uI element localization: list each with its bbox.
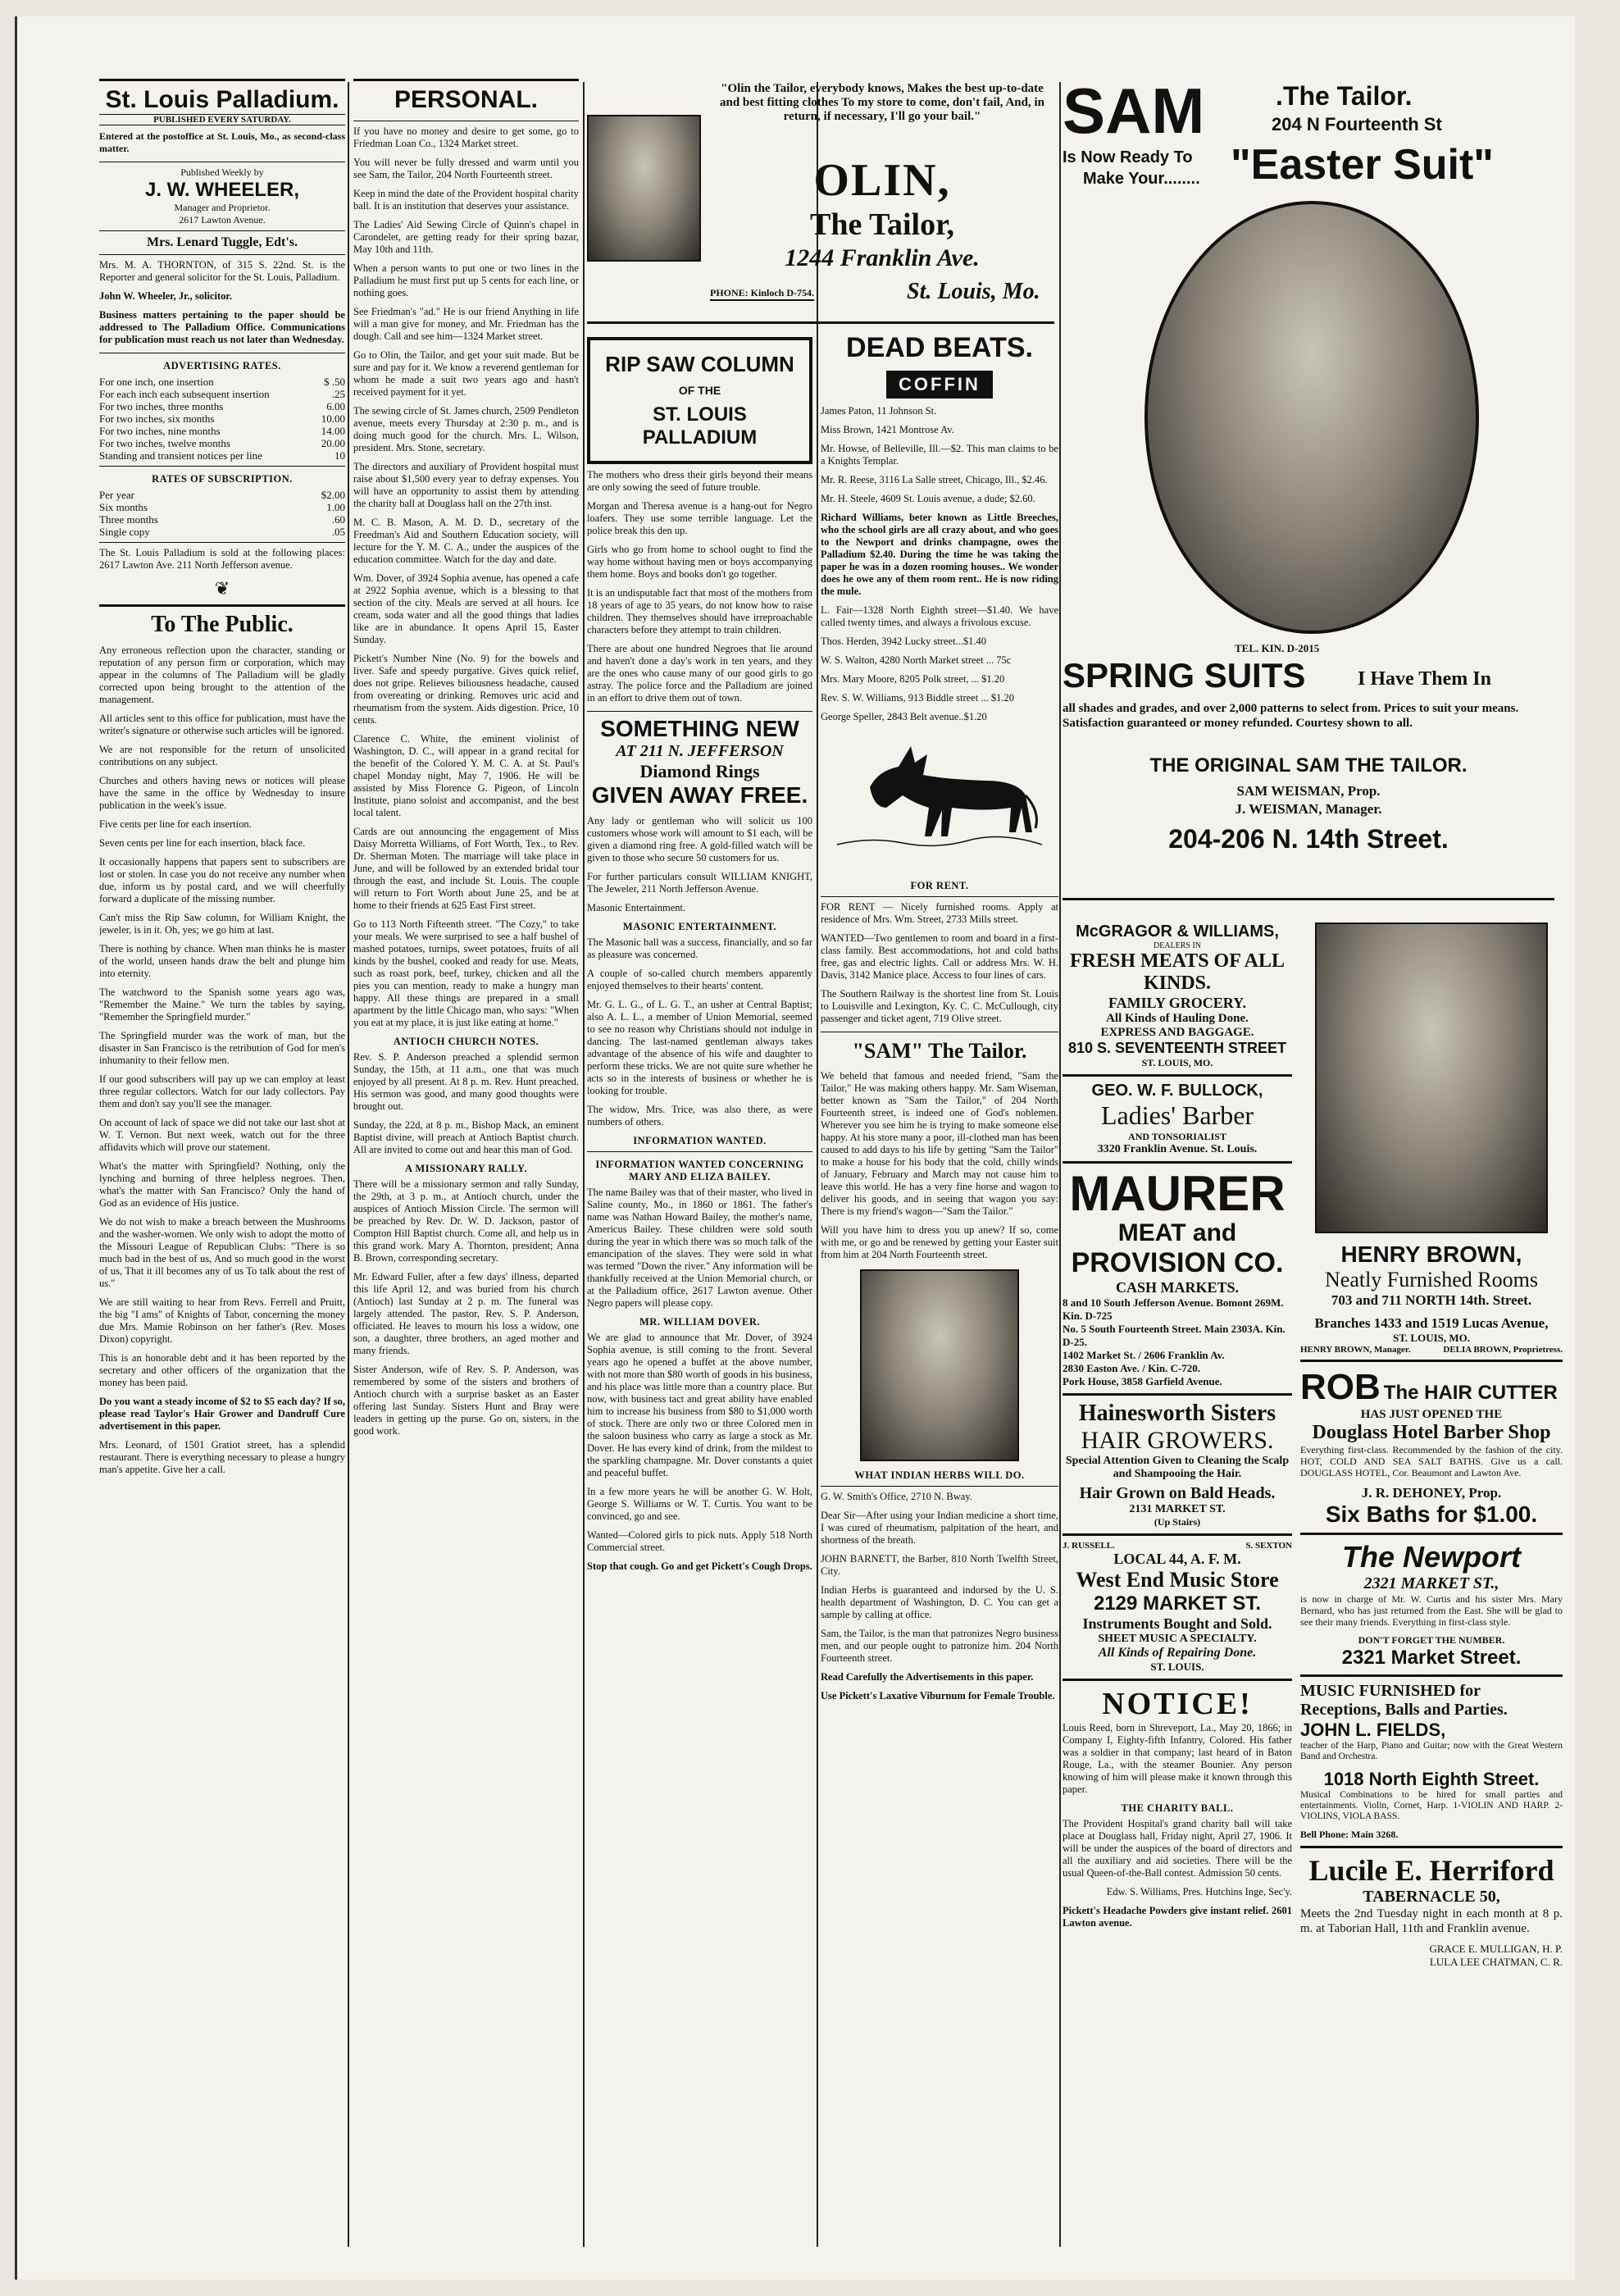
antioch-title: ANTIOCH CHURCH NOTES. — [393, 1036, 539, 1047]
tailor-portrait — [587, 115, 701, 262]
info-sub: INFORMATION WANTED CONCERNING MARY AND ELIZA BAILEY. — [595, 1159, 804, 1182]
herbs-item: Use Pickett's Laxative Viburnum for Female Trouble. — [821, 1690, 1055, 1702]
ripsaw-item: There are about one hundred Negroes that lie around and haven't done a day's work in ten years, and they are the ones who cause many of our good girls to go astray. The police force and the Palladium are joined in an effort to drive them out of town. — [587, 643, 812, 704]
mulligan: GRACE E. MULLIGAN, H. P. — [1429, 1943, 1563, 1955]
dover-item: We are glad to announce that Mr. Dover, of 3924 Sophia avenue, is still coming to the front. Several years ago he opened a buffet at the above number, with not more than $80 worth of goods in his business, and his place was little more than a country place. But now, with business tact and great ability have enabled him to increase his business from $80 to $1,000 worth of stock. There are only two or three Colored men in the saloon business who carry as large a stock as Mr. Dover. He has every kind of drink, from the mildest to the sparkling champagne. Mr. Dover constants a quiet and peaceful buffet. — [587, 1332, 812, 1478]
dover-item: Stop that cough. Go and get Pickett's Cough Drops. — [587, 1560, 812, 1572]
olin-tailor-ad — [587, 82, 1054, 320]
olin-quote: "Olin the Tailor, everybody knows, Makes the best up-to-date and best fitting clothes To my store to come, don't fail, And, in return, if necessary, I'll go your bail." — [720, 82, 1044, 123]
sam-street: 204-206 N. 14th Street. — [1168, 824, 1449, 854]
ladies-barber: Ladies' Barber — [1100, 1100, 1254, 1130]
column-personal — [353, 74, 579, 2239]
info-text: The name Bailey was that of their master, who lived in Saline county, Mo., in 1860 or 1861. The father's name was Nathan Howard Bailey, the mother's name, Americus Bailey. These children were sold south during the year in which there was so much talk of the emancipation of the slaves. They were sold in what was termed "Down the river." Any information will be thankfully received at the Union Memorial church, or at the Palladium office, 2617 Lawton avenue. Other Negro papers will please copy. — [587, 1187, 812, 1309]
public-paragraph: If our good subscribers will pay up we can employ at least three regular collectors. Watch for our lady collectors. Pay them and don't say you'll see the manager. — [99, 1073, 345, 1109]
rate-row: Per year $2.00 — [99, 489, 345, 501]
market-line: No. 5 South Fourteenth Street. Main 2303A. Kin. D-25. — [1063, 1323, 1286, 1348]
combinations: Musical Combinations to be hired for small parties and entertainments. Violin, Cornet, Harp. 1-VIOLIN AND HARP. 2-VIOLINS, VIOLA BASS. — [1300, 1790, 1563, 1821]
public-paragraph: On account of lack of space we did not take our last shot at W. T. Vernon. But next week, watch out for the three affidavits which will prove our statement. — [99, 1117, 345, 1153]
personal-item: When a person wants to put one or two lines in the Palladium he must first put up 5 cents for each line, or nothing goes. — [353, 262, 579, 298]
mule-illustration — [821, 730, 1058, 869]
publisher-address: 2617 Lawton Avenue. — [179, 214, 266, 226]
ripsaw-item: It is an undisputable fact that most of the mothers from 18 years of age to 35 years, do not know how to raise children. They themselves should have irreproachable characters before they attempt to train children. — [587, 587, 812, 636]
ornament-icon: ❦ — [214, 578, 230, 599]
six-baths: Six Baths for $1.00. — [1325, 1501, 1538, 1527]
henry-city: ST. LOUIS, MO. — [1392, 1332, 1471, 1344]
branches: Branches 1433 and 1519 Lucas Avenue, — [1314, 1315, 1549, 1331]
personal-item: Keep in mind the date of the Provident hospital charity ball. It is an institution that deserves your assistance. — [353, 188, 579, 212]
fresh-meats: FRESH MEATS OF ALL KINDS. — [1069, 950, 1286, 994]
local-44: LOCAL 44, A. F. M. — [1113, 1551, 1241, 1567]
masthead-title: St. Louis Palladium. — [105, 86, 339, 113]
herbs-item: JOHN BARNETT, the Barber, 810 North Twelfth Street, City. — [821, 1553, 1058, 1577]
rate-row: Three months .60 — [99, 513, 345, 526]
rate-row: Single copy .05 — [99, 526, 345, 538]
henry-address: 703 and 711 NORTH 14th. Street. — [1331, 1292, 1532, 1308]
column-rule — [348, 82, 349, 2247]
masonic-item: The Masonic ball was a success, financially, and so far as pleasure was concerned. — [587, 936, 812, 960]
bell-phone: Bell Phone: Main 3268. — [1300, 1829, 1399, 1840]
mcgragor-city: ST. LOUIS, MO. — [1141, 1057, 1213, 1068]
deadbeat-item: Mrs. Mary Moore, 8205 Polk street, ... $1.20 — [821, 673, 1005, 685]
public-paragraph: What's the matter with Springfield? Nothing, only the lynching and burning of three helpless negroes. Then, what's the matter with San Francisco? Only the hand of God as an evidence of His justice. — [99, 1160, 345, 1209]
chatman: LULA LEE CHATMAN, C. R. — [1429, 1956, 1563, 1968]
west-end-address: 2129 MARKET ST. — [1093, 1592, 1262, 1615]
personal-title: PERSONAL. — [394, 86, 539, 113]
john-fields: JOHN L. FIELDS, — [1300, 1720, 1446, 1740]
to-the-public-title: To The Public. — [151, 612, 294, 637]
masthead-sub: PUBLISHED EVERY SATURDAY. — [99, 114, 345, 125]
public-paragraph: Five cents per line for each insertion. — [99, 818, 252, 830]
instruments: Instruments Bought and Sold. — [1082, 1615, 1272, 1632]
give-away-free: GIVEN AWAY FREE. — [591, 782, 808, 808]
publisher-name: J. W. WHEELER, — [144, 179, 299, 201]
public-paragraph: Can't miss the Rip Saw column, for William Knight, the jeweler, is in it. Oh, yes; we go him at last. — [99, 912, 345, 936]
herbs-item: G. W. Smith's Office, 2710 N. Bway. — [821, 1491, 972, 1502]
bullock-city: St. Louis. — [1210, 1143, 1258, 1155]
special-attention: Special Attention Given to Cleaning the Scalp and Shampooing the Hair. — [1065, 1455, 1290, 1480]
deadbeat-item: L. Fair—1328 North Eighth street—$1.40. We have called twenty times, and always a frivolous excuse. — [821, 604, 1058, 628]
ripsaw-box — [587, 337, 812, 464]
sam-paragraph: Will you have him to dress you up anew? If so, come with me, or go and be renewed by getting your Easter suit from him at 204 North Fourteenth street. — [821, 1224, 1058, 1260]
charity-ball-signers: Edw. S. Williams, Pres. Hutchins Inge, Sec'y. — [1106, 1886, 1292, 1897]
column-masthead — [99, 74, 345, 2239]
rate-row: For two inches, twelve months 20.00 — [99, 437, 345, 449]
divider — [587, 321, 1054, 324]
ripsaw-line2: OF THE — [678, 384, 721, 397]
douglass-barber-shop: Douglass Hotel Barber Shop — [1312, 1422, 1551, 1443]
jefferson-line: AT 211 N. JEFFERSON — [616, 742, 784, 760]
personal-item: Clarence C. White, the eminent violinist of Washington, D. C., will appear in a grand recital for the benefit of the Colored Y. M. C. A. at St. Paul's chapel Monday night, May 7, 1906. He will be assisted by Miss Florence G. Pigeon, of Lincoln Institute, piano soloist and accompanist, and the best local talent. — [353, 733, 579, 818]
personal-item: You will never be fully dressed and warm until you see Sam, the Tailor, 204 North Fourteenth street. — [353, 157, 579, 180]
public-paragraph: Mrs. Leonard, of 1501 Gratiot street, has a splendid restaurant. There is everything necessary to please a hungry man's appetite. Give her a call. — [99, 1439, 345, 1475]
rate-row: For one inch, one insertion $ .50 — [99, 376, 345, 388]
right-ads — [1300, 922, 1563, 1969]
ripsaw-line3: ST. LOUIS PALLADIUM — [642, 403, 758, 449]
mcgragor-ad — [1063, 922, 1292, 1936]
charity-ball-title: THE CHARITY BALL. — [1121, 1802, 1234, 1814]
sold-at-note: The St. Louis Palladium is sold at the following places: 2617 Lawton Ave. 211 North Jefferson avenue. — [99, 547, 345, 571]
column-deadbeats — [821, 332, 1058, 2243]
public-paragraph: We do not wish to make a breach between the Mushrooms and the washer-women. We only wish to adopt the motto of the Missouri League of Republican Clubs: "There is so much bad in the best of us, And so much good in the worst of us, That it ill becomes any of us To talk about the rest of us." — [99, 1216, 345, 1289]
ripsaw-line1: RIP SAW COLUMN — [605, 352, 794, 376]
rate-row: For two inches, three months 6.00 — [99, 400, 345, 412]
hainesworth-name: Hainesworth Sisters — [1078, 1401, 1276, 1426]
info-title: INFORMATION WANTED. — [633, 1135, 767, 1146]
just-opened: HAS JUST OPENED THE — [1360, 1408, 1503, 1421]
bullock-address: 3320 Franklin Avenue. — [1097, 1143, 1208, 1155]
newport-description: is now in charge of Mr. W. Curtis and his sister Mrs. Mary Bernard, who has just returned from the East. She will be glad to see their many friends. Everything in first-class style. — [1300, 1593, 1563, 1628]
personal-item: Cards are out announcing the engagement of Miss Daisy Morretta Williams, of Fort Worth, Tex., to Rev. Dr. Sherman Moten. The marriage will take place in June, and will be followed by an extended bridal tour through the east, and include St. Louis. The couple will return to Fort Worth about June 25, and be at home to their friends at 625 East First street. — [353, 826, 579, 911]
public-paragraph: The watchword to the Spanish some years ago was, "Remember the Maine." We turn the tables by saying, "Remember the Springfield murder." — [99, 986, 345, 1023]
something-new: SOMETHING NEW — [600, 716, 799, 741]
mcgragor-name: McGRAGOR & WILLIAMS, — [1076, 922, 1279, 941]
deadbeat-item: Thos. Herden, 3942 Lucky street...$1.40 — [821, 636, 987, 647]
hair-cutter: The HAIR CUTTER — [1383, 1382, 1558, 1404]
personal-item: The Ladies' Aid Sewing Circle of Quinn's chapel in Carondelet, are getting ready for their spring bazar, May 10th and 11th. — [353, 219, 579, 255]
rate-row: For each inch each subsequent insertion .25 — [99, 388, 345, 400]
seventeenth-street: 810 S. SEVENTEENTH STREET — [1067, 1040, 1287, 1056]
maurer-meat: MEAT and — [1117, 1219, 1237, 1246]
column-rule — [817, 82, 818, 2247]
personal-item: The directors and auxiliary of Provident hospital must raise about $1,500 every year to defray expenses. You will have an opportunity to assist them by attending the charity ball at Douglass hall on the 27th inst. — [353, 461, 579, 509]
sam-portrait — [1144, 201, 1479, 634]
masonic-item: Mr. G. L. G., of L. G. T., an usher at Central Baptist; also A. L. L., a member of Union Memorial, seemed to see no reason why Christians should not indulge in dancing. The last-named gentleman always takes advantage of the absence of his wife and daughter to perform these tricks. We are not quite sure whether he acts so in the interests of business or whether he is looking for trouble. — [587, 999, 812, 1096]
fields-description: teacher of the Harp, Piano and Guitar; now with the Great Western Band and Orchestra. — [1300, 1741, 1563, 1761]
personal-item: The sewing circle of St. James church, 2509 Pendleton avenue, meets every Thursday at 2:30 p. m., and is doing much good for the church. Mrs. L. Wilson, president. Mrs. Stone, secretary. — [353, 405, 579, 453]
market-line: Pork House, 3858 Garfield Avenue. — [1063, 1375, 1222, 1387]
public-paragraph: There is nothing by chance. When man thinks he is master of the world, unseen hands draw the belt and plunge him into eternity. — [99, 943, 345, 979]
tonsorialist: AND TONSORIALIST — [1128, 1131, 1226, 1142]
original-sam: THE ORIGINAL SAM THE TAILOR. — [1149, 754, 1468, 777]
personal-item: M. C. B. Mason, A. M. D. D., secretary of the Freedman's Aid and Southern Education society, will lecture for the Y. M. C. A., under the auspices of the education committee. Watch for the day and date. — [353, 517, 579, 565]
public-paragraph: Do you want a steady income of $2 to $5 each day? If so, please read Taylor's Hair Grower and Dandruff Cure advertisement in this paper. — [99, 1396, 345, 1432]
public-paragraph: All articles sent to this office for publication, must have the writer's signature or otherwise such articles will be ignored. — [99, 713, 345, 736]
published-by: Published Weekly by — [180, 166, 264, 178]
ripsaw-item: Girls who go from home to school ought to find the way home without having men or boys accompanying them home. Boys and books don't go together. — [587, 544, 812, 580]
barber-portrait — [860, 1269, 1019, 1461]
hair-growers: HAIR GROWERS. — [1081, 1427, 1274, 1454]
publisher-role: Manager and Proprietor. — [174, 202, 271, 213]
have-them: I Have Them In — [1358, 668, 1491, 690]
rate-row: Six months 1.00 — [99, 501, 345, 513]
sam-weisman-ad — [1063, 78, 1563, 914]
eighth-street: 1018 North Eighth Street. — [1323, 1769, 1540, 1789]
personal-item: Wm. Dover, of 3924 Sophia avenue, has opened a cafe at 2922 Sophia avenue, which is a blessing to that section of the city. Meals are served at all hours. Ice cream, soda water and all the good things that ladies like are in abundance. It opens April 15, Easter Sunday. — [353, 572, 579, 645]
music-furnished: MUSIC FURNISHED for Receptions, Balls and Parties. — [1300, 1682, 1508, 1719]
olin-name: OLIN, — [813, 155, 951, 206]
rob-description: Everything first-class. Recommended by the fashion of the city. HOT, COLD AND SEA SALT BATHS. Give us a call. DOUGLASS HOTEL, Cor. Beaumont and Lawton Ave. — [1300, 1444, 1563, 1478]
rate-row: For two inches, nine months 14.00 — [99, 425, 345, 437]
masonic-item: A couple of so-called church members apparently enjoyed themselves to their hearts' content. — [587, 968, 812, 991]
maurer-name: MAURER — [1069, 1166, 1286, 1221]
ring-offer: Any lady or gentleman who will solicit us 100 customers whose work will amount to $1 each, will be given a diamond ring free. A gold-filled watch will be given to those who secure 50 customers for us. — [587, 815, 812, 863]
deadbeat-item: Rev. S. W. Williams, 913 Biddle street ... $1.20 — [821, 692, 1014, 704]
reporter-note: Mrs. M. A. THORNTON, of 315 S. 22nd. St. is the Reporter and general solicitor for the St. Louis, Palladium. — [99, 259, 345, 283]
family-grocery: FAMILY GROCERY. — [1108, 995, 1247, 1011]
dehoney: J. R. DEHONEY, Prop. — [1361, 1485, 1502, 1501]
public-paragraph: The Springfield murder was the work of man, but the disaster in San Francisco is the retribution of God for men's inhumanity to their fellow men. — [99, 1030, 345, 1066]
public-paragraph: It occasionally happens that papers sent to subscribers are lost or stolen. In case you do not receive any number when due, inform us by postal card, and we will cheerfully forward a duplicate of the missing number. — [99, 856, 345, 904]
rate-row: For two inches, six months 10.00 — [99, 412, 345, 425]
personal-item: Go to Olin, the Tailor, and get your suit made. But be sure and pay for it. We know a reverend gentleman for whom he made a suit two years ago and hasn't received payment for it yet. — [353, 349, 579, 398]
rally-item: Sister Anderson, wife of Rev. S. P. Anderson, was remembered by some of the sisters and brothers of Antioch church with a surprise basket as an Easter offering last Sunday. Sisters Hunt and Bray were leaders in getting up the purse. Go on, sisters, in the good work. — [353, 1364, 579, 1437]
public-paragraph: We are not responsible for the return of unsolicited contributions on any subject. — [99, 744, 345, 768]
newspaper-page — [15, 16, 1575, 2280]
deadbeat-item: Mr. H. Steele, 4609 St. Louis avenue, a dude; $2.60. — [821, 493, 1035, 504]
olin-city: St. Louis, Mo. — [907, 279, 1040, 304]
herbs-item: Dear Sir—After using your Indian medicine a short time, I was cured of rheumatism, palpitation of the heart, and shortness of the breath. — [821, 1510, 1058, 1546]
maurer-provision: PROVISION CO. — [1071, 1247, 1284, 1278]
hainesworth-address: 2131 MARKET ST. — [1129, 1503, 1226, 1515]
subscription-rates — [99, 489, 345, 538]
olin-sub: The Tailor, — [809, 207, 954, 242]
antioch-item: Sunday, the 22d, at 8 p. m., Bishop Mack, an eminent Baptist divine, will preach at Antioch Baptist church. All are invited to come out and hear this man of God. — [353, 1119, 579, 1155]
sam-ready: Is Now Ready To — [1063, 148, 1193, 166]
sam-tailor-title: "SAM" The Tailor. — [852, 1039, 1027, 1063]
personal-item: If you have no money and desire to get some, go to Friedman Loan Co., 1324 Market street. — [353, 125, 579, 149]
public-paragraph: Seven cents per line for each insertion, black face. — [99, 837, 306, 849]
advertising-title: ADVERTISING RATES. — [163, 360, 281, 371]
diamond-rings: Diamond Rings — [639, 761, 760, 781]
knight-consult: For further particulars consult WILLIAM KNIGHT, The Jeweler, 211 North Jefferson Avenue. — [587, 871, 812, 895]
entered-note: Entered at the postoffice at St. Louis, Mo., as second-class matter. — [99, 130, 345, 154]
rally-item: Mr. Edward Fuller, after a few days' illness, departed this life April 12, and was buried from his church (Antioch) last Sunday at 2 p. m. The funeral was largely attended. The pastor, Rev. S. P. Anderson, officiated. He leaves to mourn his loss a widow, one son, a daughter, three brothers, an aged mother and many friends. — [353, 1271, 579, 1356]
herbs-item: Sam, the Tailor, is the man that patronizes Negro business men, and our people ought to patronize him. 204 North Fourteenth street. — [821, 1628, 1058, 1664]
easter-suit: "Easter Suit" — [1231, 141, 1494, 189]
public-paragraph: Churches and others having news or notices will please have the same in the office by Wednesday to insure publication in the week's issue. — [99, 775, 345, 811]
dealers-in: DEALERS IN — [1153, 941, 1202, 950]
notice-text: Louis Reed, born in Shreveport, La., May 20, 1866; in Company I, Eighty-fifth Infantry, Colored. His father was a soldier in that company; last heard of in Baton Rouge, La., with the steamer Bounier. Any person knowing of him will please make it known through this paper. — [1063, 1722, 1292, 1795]
sam-headline: SAM — [1063, 78, 1205, 147]
deadbeat-item: Miss Brown, 1421 Montrose Av. — [821, 424, 954, 435]
deadbeat-item: Mr. Howse, of Belleville, Ill.—$2. This man claims to be a Knights Templar. — [821, 443, 1058, 467]
deadbeat-item: James Paton, 11 Johnson St. — [821, 405, 937, 417]
newport-name: The Newport — [1341, 1540, 1521, 1574]
column-rule — [1059, 82, 1061, 2247]
dover-item: Wanted—Colored girls to pick nuts. Apply 518 North Commercial street. — [587, 1529, 812, 1553]
public-paragraph: This is an honorable debt and it has been reported by the secretary and other officers of the organization that the money has been paid. — [99, 1352, 345, 1388]
editor-line: Mrs. Lenard Tuggle, Edt's. — [146, 235, 298, 249]
bullock-name: GEO. W. F. BULLOCK, — [1091, 1082, 1263, 1100]
henry-brown-portrait — [1315, 922, 1548, 1233]
delia-brown: DELIA BROWN, Proprietress. — [1443, 1345, 1563, 1355]
herbs-item: Read Carefully the Advertisements in this paper. — [821, 1671, 1034, 1683]
rally-item: There will be a missionary sermon and rally Sunday, the 29th, at 3 p. m., at Antioch church, under the auspices of Antioch Mission Circle. The sermon will be preached by Rev. Dr. W. D. Jackson, pastor of Compton Hill Baptist church. Come all, and help us in this grand work. Mary A. Thornton, president; Anna B. Brown, corresponding secretary. — [353, 1178, 579, 1264]
newport-address: 2321 MARKET ST., — [1363, 1574, 1499, 1592]
sam-telephone: TEL. KIN. D-2015 — [1235, 642, 1320, 654]
dont-forget: DON'T FORGET THE NUMBER. — [1358, 1634, 1505, 1646]
lucile-herriford: Lucile E. Herriford — [1308, 1854, 1554, 1887]
tabernacle: TABERNACLE 50, — [1363, 1888, 1500, 1906]
sam-manager: J. WEISMAN, Manager. — [1235, 801, 1382, 817]
hauling: All Kinds of Hauling Done. — [1106, 1012, 1249, 1025]
masonic-small: Masonic Entertainment. — [587, 902, 686, 913]
west-end-music: West End Music Store — [1076, 1568, 1279, 1592]
for-rent-text: FOR RENT — Nicely furnished rooms. Apply at residence of Mrs. Wm. Street, 2733 Mills street. — [821, 901, 1058, 925]
sheet-music: SHEET MUSIC A SPECIALTY. — [1098, 1633, 1257, 1645]
sexton: S. SEXTON — [1245, 1541, 1292, 1551]
deadbeat-item: W. S. Walton, 4280 North Market street ... 75c — [821, 654, 1012, 666]
newport-street: 2321 Market Street. — [1341, 1647, 1522, 1669]
column-ads — [1063, 78, 1563, 2243]
masonic-title: MASONIC ENTERTAINMENT. — [622, 921, 777, 932]
notice-title: NOTICE! — [1102, 1687, 1253, 1721]
antioch-item: Rev. S. P. Anderson preached a splendid sermon Sunday, the 15th, at 11 a.m., one that was much enjoyed by all present. At 8 p. m. Rev. Hunt preached. His sermon was good, and many good thoughts were brought out. — [353, 1051, 579, 1112]
sam-paragraph: We beheld that famous and needed friend, "Sam the Tailor," He was making others happy. Mr. Sam Wiseman, better known as "Sam the Tailor," of 204 North Fourteenth street, is indeed one of God's noblemen. Wherever you see him he is trying to make someone else happy. At his store many a poor, ill-clothed man has been caused to add days to his life by getting "Sam the Tailor" to make a house for his body that the cold, chilly winds of January, February and March may not cause him to leave this world. He has a very fine horse and wagon to deliver his goods, and in seeing that wagon you say: There is my friend's wagon—"Sam the Tailor." — [821, 1070, 1058, 1217]
deadbeat-item: Mr. R. Reese, 3116 La Salle street, Chicago, Ill., $2.46. — [821, 474, 1048, 485]
repairing: All Kinds of Repairing Done. — [1098, 1646, 1257, 1660]
masonic-item: The widow, Mrs. Trice, was also there, as were numbers of others. — [587, 1104, 812, 1128]
wanted-text: WANTED—Two gentlemen to room and board in a first-class family. Best accommodations, hot and cold baths free, gas and electric lights. Call or address Mrs. W. H. Davis, 3142 Manice place. Access to four lines of cars. — [821, 932, 1058, 981]
sam-tailor-line: .The Tailor. — [1276, 81, 1413, 111]
pickett-headache: Pickett's Headache Powders give instant relief. 2601 Lawton avenue. — [1063, 1905, 1292, 1929]
express: EXPRESS AND BAGGAGE. — [1100, 1026, 1254, 1039]
olin-address: 1244 Franklin Ave. — [785, 244, 980, 271]
rally-title: A MISSIONARY RALLY. — [404, 1163, 528, 1174]
for-rent-caption: FOR RENT. — [910, 880, 969, 891]
upstairs: (Up Stairs) — [1154, 1516, 1201, 1528]
personal-item: Pickett's Number Nine (No. 9) for the bowels and liver. Safe and speedy purgative. Gives quick relief, does not gripe. Relieves biliousness headache, caused from overeating or drinking. Removes uric acid and rheumatism from the system. Aids digestion. Price, 10 cents. — [353, 653, 579, 726]
dover-title: MR. WILLIAM DOVER. — [639, 1316, 760, 1328]
sam-patterns: all shades and grades, and over 2,000 patterns to select from. Prices to suit your means. Satisfaction guaranteed or money refunded. Courtesy shown to all. — [1063, 702, 1519, 730]
market-line: 2830 Easton Ave. / Kin. C-720. — [1063, 1362, 1201, 1374]
advertising-rates — [99, 376, 345, 462]
cash-markets: CASH MARKETS. — [1115, 1279, 1240, 1296]
public-paragraph: Any erroneous reflection upon the character, standing or reputation of any person firm or corporation, which may appear in the columns of The Palladium will be gladly corrected upon being brought to the attention of the management. — [99, 645, 345, 705]
column-rule — [583, 82, 585, 2247]
olin-phone: PHONE: Kinloch D-754. — [710, 287, 814, 301]
ripsaw-item: The mothers who dress their girls beyond their means are only sowing the seed of future trouble. — [587, 469, 812, 493]
ripsaw-item: Morgan and Theresa avenue is a hang-out for Negro loafers. They use some terrible language. Let the police break this den up. — [587, 500, 812, 536]
personal-item: See Friedman's "ad." He is our friend Anything in life will a man give for money, and Mr. Friedman has the dough. Call and see him—1324 Market street. — [353, 306, 579, 342]
rate-row: Standing and transient notices per line 10 — [99, 449, 345, 462]
coffin-label: COFFIN — [886, 371, 993, 399]
market-line: 8 and 10 South Jefferson Avenue. Bomont 269M. Kin. D-725 — [1063, 1296, 1284, 1322]
railway-text: The Southern Railway is the shortest line from St. Louis to Louisville and Lexington, Ky. C. C. McCullough, city passenger and ticket agent, 719 Olive street. — [821, 988, 1058, 1024]
deadbeat-item: Richard Williams, beter known as Little Breeches, who the school girls are all crazy about, and who goes to the Newport and drinks champagne, owes the Palladium $2.40. During the time he was taking the paper he was in a dozen rooming houses.. We wonder does he owe any of them room rent.. He is now riding the mule. — [821, 512, 1058, 597]
sam-make: Make Your........ — [1083, 170, 1200, 188]
west-end-city: ST. LOUIS. — [1150, 1660, 1204, 1673]
sam-proprietor: SAM WEISMAN, Prop. — [1236, 783, 1381, 799]
russell: J. RUSSELL. — [1063, 1541, 1115, 1551]
henry-brown-name: HENRY BROWN, — [1340, 1241, 1522, 1267]
solicitor-note: John W. Wheeler, Jr., solicitor. — [99, 290, 232, 302]
personal-item: Go to 113 North Fifteenth street. "The Cozy," to take your meals. We were surprised to see a half bushel of mashed potatoes, turnips, sweet potatoes, fruits of all kinds by the bushel, cooked and ready for use. Meats, such as roast pork, beef, turkey, chicken and all the pies you can mention, ready to make a hungry man happy. All these things are prepared in a small apartment by the little Chicago man, who says: "When you eat at my place, it is just like eating at home." — [353, 918, 579, 1028]
business-note: Business matters pertaining to the paper should be addressed to The Palladium Office. Communications for publication must reach us not later than Wednesday. — [99, 309, 345, 345]
henry-manager: HENRY BROWN, Manager. — [1300, 1345, 1411, 1355]
furnished-rooms: Neatly Furnished Rooms — [1325, 1268, 1538, 1292]
column-ripsaw — [587, 332, 812, 2243]
meeting-info: Meets the 2nd Tuesday night in each month at 8 p. m. at Taborian Hall, 11th and Franklin avenue. — [1300, 1907, 1563, 1935]
sam-address: 204 N Fourteenth St — [1272, 114, 1442, 134]
rob-name: ROB — [1300, 1367, 1381, 1407]
spring-suits: SPRING SUITS — [1063, 656, 1306, 695]
bald-heads: Hair Grown on Bald Heads. — [1079, 1484, 1276, 1502]
deadbeat-item: George Speller, 2843 Belt avenue..$1.20 — [821, 711, 987, 722]
herbs-caption: WHAT INDIAN HERBS WILL DO. — [854, 1469, 1025, 1481]
deadbeats-title: DEAD BEATS. — [846, 332, 1033, 363]
subscription-title: RATES OF SUBSCRIPTION. — [152, 473, 293, 485]
dover-item: In a few more years he will be another G. W. Holt, George S. Williams or W. T. Curtis. You want to be convinced, go and see. — [587, 1486, 812, 1522]
market-line: 1402 Market St. / 2606 Franklin Av. — [1063, 1349, 1225, 1361]
public-paragraph: We are still waiting to hear from Revs. Ferrell and Pruitt, the big "I ams" of Knights of Tabor, concerning the money due Mrs. Mamie Robinson on her father's (Rev. Moses Dixon) copyright. — [99, 1296, 345, 1345]
charity-ball-text: The Provident Hospital's grand charity ball will take place at Douglass hall, Friday night, April 27, 1906. It will be under the auspices of the board of directors and all the auxiliary and aid societies. There will be the usual Queen-of-the-Ball contest. Admission 50 cents. — [1063, 1818, 1292, 1879]
herbs-item: Indian Herbs is guaranteed and indorsed by the U. S. health department of Washington, D. C. You can get a sample by calling at office. — [821, 1584, 1058, 1620]
